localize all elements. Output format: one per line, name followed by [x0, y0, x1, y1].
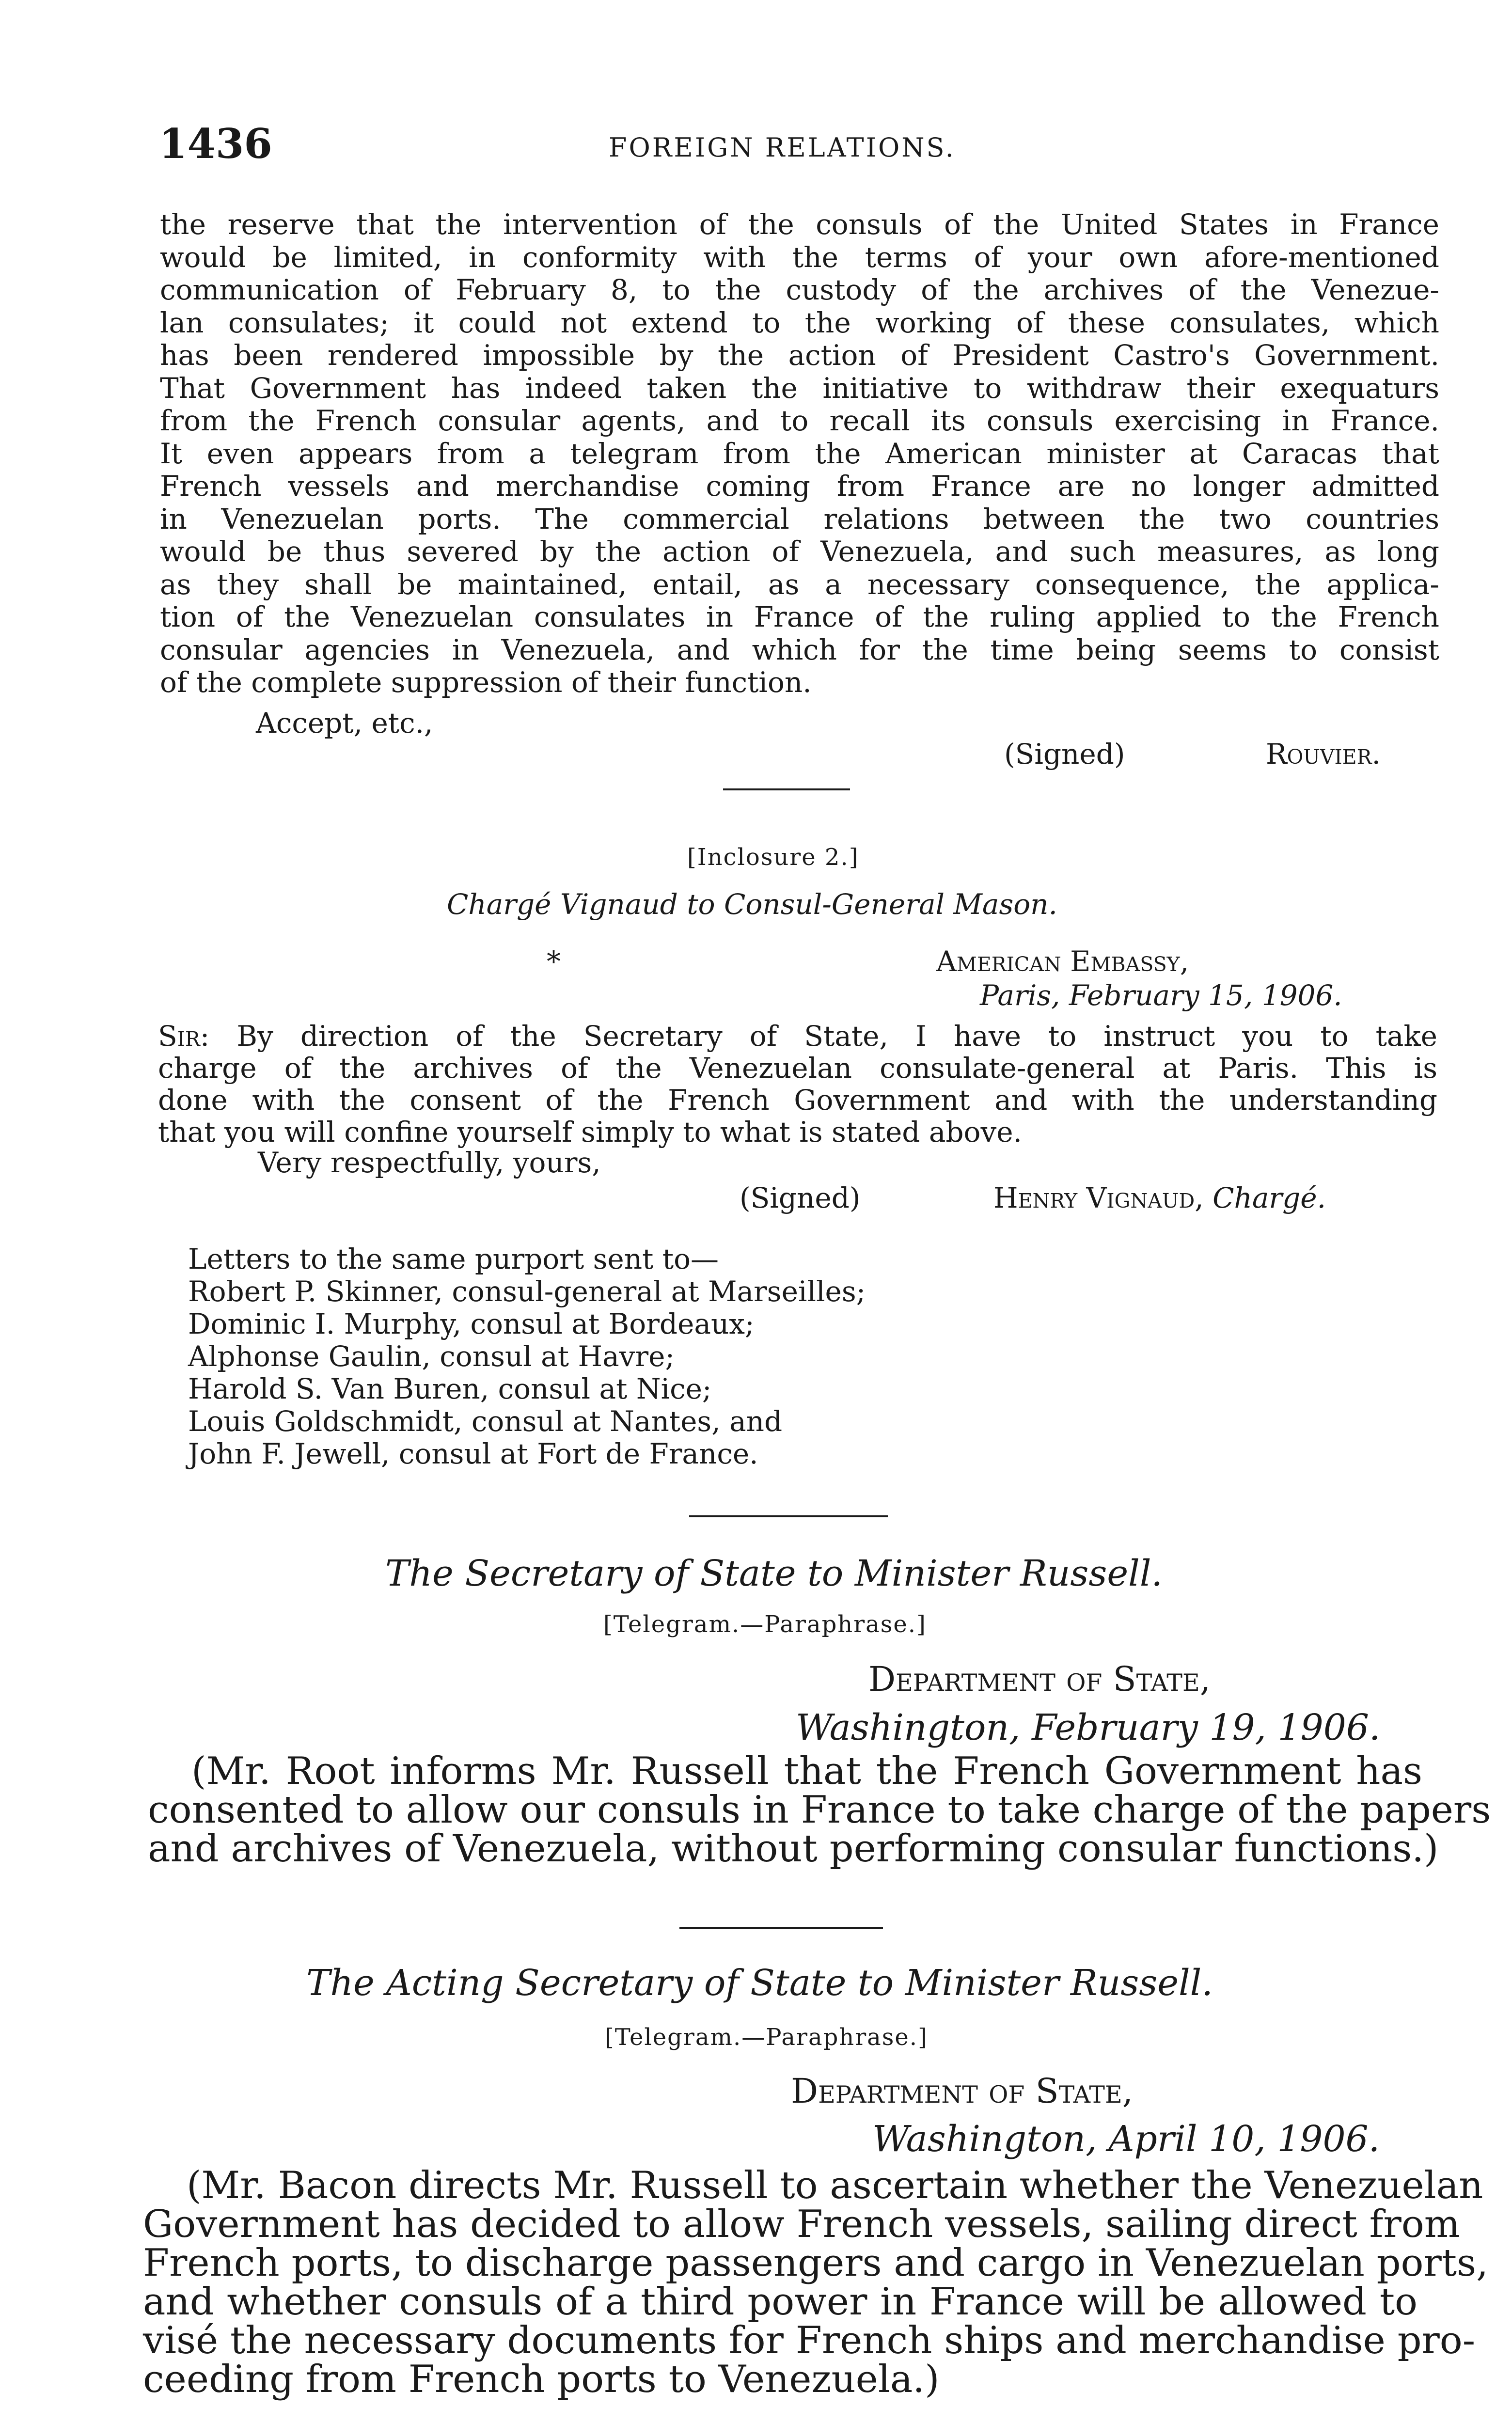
list-item: Robert P. Skinner, consul-general at Marseilles; [188, 1275, 866, 1308]
inclosure-body [158, 1020, 1437, 1148]
telegram2-department: Department of State, [791, 2071, 1134, 2111]
text-line: visé the necessary documents for French ships and merchandise pro- [143, 2319, 1476, 2362]
list-item: Dominic I. Murphy, consul at Bordeaux; [188, 1307, 755, 1340]
text-line: would be limited, in conformity with the terms of your own afore-mentioned [160, 240, 1439, 274]
text-line: tion of the Venezuelan consulates in France of the ruling applied to the French [160, 600, 1439, 633]
text-line: in Venezuelan ports. The commercial relations between the two countries [160, 502, 1439, 535]
running-title: FOREIGN RELATIONS. [609, 132, 956, 163]
telegram2-caption: [Telegram.—Paraphrase.] [605, 2024, 928, 2051]
address-line-date: Paris, February 15, 1906. [980, 979, 1342, 1012]
list-item: Harold S. Van Buren, consul at Nice; [188, 1372, 712, 1405]
text-line: that you will confine yourself simply to what is stated above. [158, 1116, 1022, 1149]
telegram2-dateline: Washington, April 10, 1906. [872, 2118, 1380, 2160]
telegram2-body [143, 2164, 1488, 2401]
list-item: Alphonse Gaulin, consul at Havre; [188, 1340, 675, 1373]
letters-recipients-list [188, 1243, 866, 1470]
section-divider [679, 1927, 883, 1929]
telegram2-title: The Acting Secretary of State to Minister Russell. [306, 1962, 1213, 2004]
telegram1-body [148, 1749, 1491, 1871]
text-line: French ports, to discharge passengers and cargo in Venezuelan ports, [143, 2241, 1488, 2285]
text-line: Government has decided to allow French vessels, sailing direct from [143, 2203, 1460, 2246]
salutation: Sir: [158, 1020, 210, 1053]
text-line-content: By direction of the Secretary of State, I have to instruct you to take [236, 1020, 1437, 1053]
text-line: lan consulates; it could not extend to the working of these consulates, which [160, 306, 1439, 339]
telegram1-department: Department of State, [868, 1659, 1211, 1699]
text-line: as they shall be maintained, entail, as a necessary consequence, the applica- [160, 567, 1439, 601]
section-divider [723, 788, 850, 790]
text-line: It even appears from a telegram from the American minister at Caracas that [160, 437, 1439, 470]
text-line: consular agencies in Venezuela, and which for the time being seems to consist [160, 633, 1439, 666]
text-line: would be thus severed by the action of Venezuela, and such measures, as long [160, 535, 1439, 568]
text-line: the reserve that the intervention of the consuls of the United States in France [160, 208, 1439, 241]
letter1-signed-label: (Signed) [1004, 738, 1125, 771]
text-line: from the French consular agents, and to recall its consuls exercising in France. [160, 404, 1439, 437]
inclosure-signer [993, 1181, 1326, 1214]
list-item: Letters to the same purport sent to— [188, 1243, 719, 1275]
inclosure-title: Chargé Vignaud to Consul-General Mason. [447, 888, 1057, 921]
section-divider [689, 1515, 888, 1517]
address-mark: * [547, 945, 561, 978]
page-number: 1436 [159, 120, 272, 168]
text-line [158, 1020, 1437, 1052]
text-line: ceeding from French ports to Venezuela.) [143, 2358, 940, 2401]
signer-title: Chargé. [1213, 1181, 1326, 1214]
letter1-closing: Accept, etc., [256, 707, 433, 739]
text-line: (Mr. Root informs Mr. Russell that the French Government has [191, 1749, 1422, 1793]
inclosure-closing: Very respectfully, yours, [258, 1146, 601, 1179]
inclosure-label: [Inclosure 2.] [687, 844, 859, 871]
text-line: charge of the archives of the Venezuelan consulate-general at Paris. This is [158, 1052, 1437, 1085]
text-line: communication of February 8, to the custody of the archives of the Venezue- [160, 273, 1439, 306]
text-line: That Government has indeed taken the initiative to withdraw their exequaturs [160, 371, 1439, 405]
text-line: of the complete suppression of their function. [160, 666, 812, 699]
text-line: and archives of Venezuela, without performing consular functions.) [148, 1827, 1439, 1871]
text-line: done with the consent of the French Government and with the understanding [158, 1084, 1437, 1117]
letter1-signer: Rouvier. [1266, 738, 1381, 771]
text-line: French vessels and merchandise coming from France are no longer admitted [160, 470, 1439, 503]
text-line: (Mr. Bacon directs Mr. Russell to ascertain whether the Venezuelan [187, 2164, 1483, 2207]
signer-name: Henry Vignaud, [993, 1181, 1204, 1214]
address-line-embassy: American Embassy, [936, 945, 1189, 978]
telegram1-dateline: Washington, February 19, 1906. [796, 1707, 1381, 1748]
inclosure-signed-label: (Signed) [740, 1181, 861, 1214]
letter1-body [160, 208, 1439, 699]
telegram1-caption: [Telegram.—Paraphrase.] [603, 1611, 927, 1638]
list-item: John F. Jewell, consul at Fort de France. [188, 1437, 758, 1470]
text-line: consented to allow our consuls in France to take charge of the papers [148, 1788, 1491, 1832]
telegram1-title: The Secretary of State to Minister Russell. [385, 1553, 1163, 1594]
text-line: and whether consuls of a third power in France will be allowed to [143, 2280, 1418, 2324]
list-item: Louis Goldschmidt, consul at Nantes, and [188, 1405, 783, 1438]
text-line: has been rendered impossible by the action of President Castro's Government. [160, 339, 1439, 372]
